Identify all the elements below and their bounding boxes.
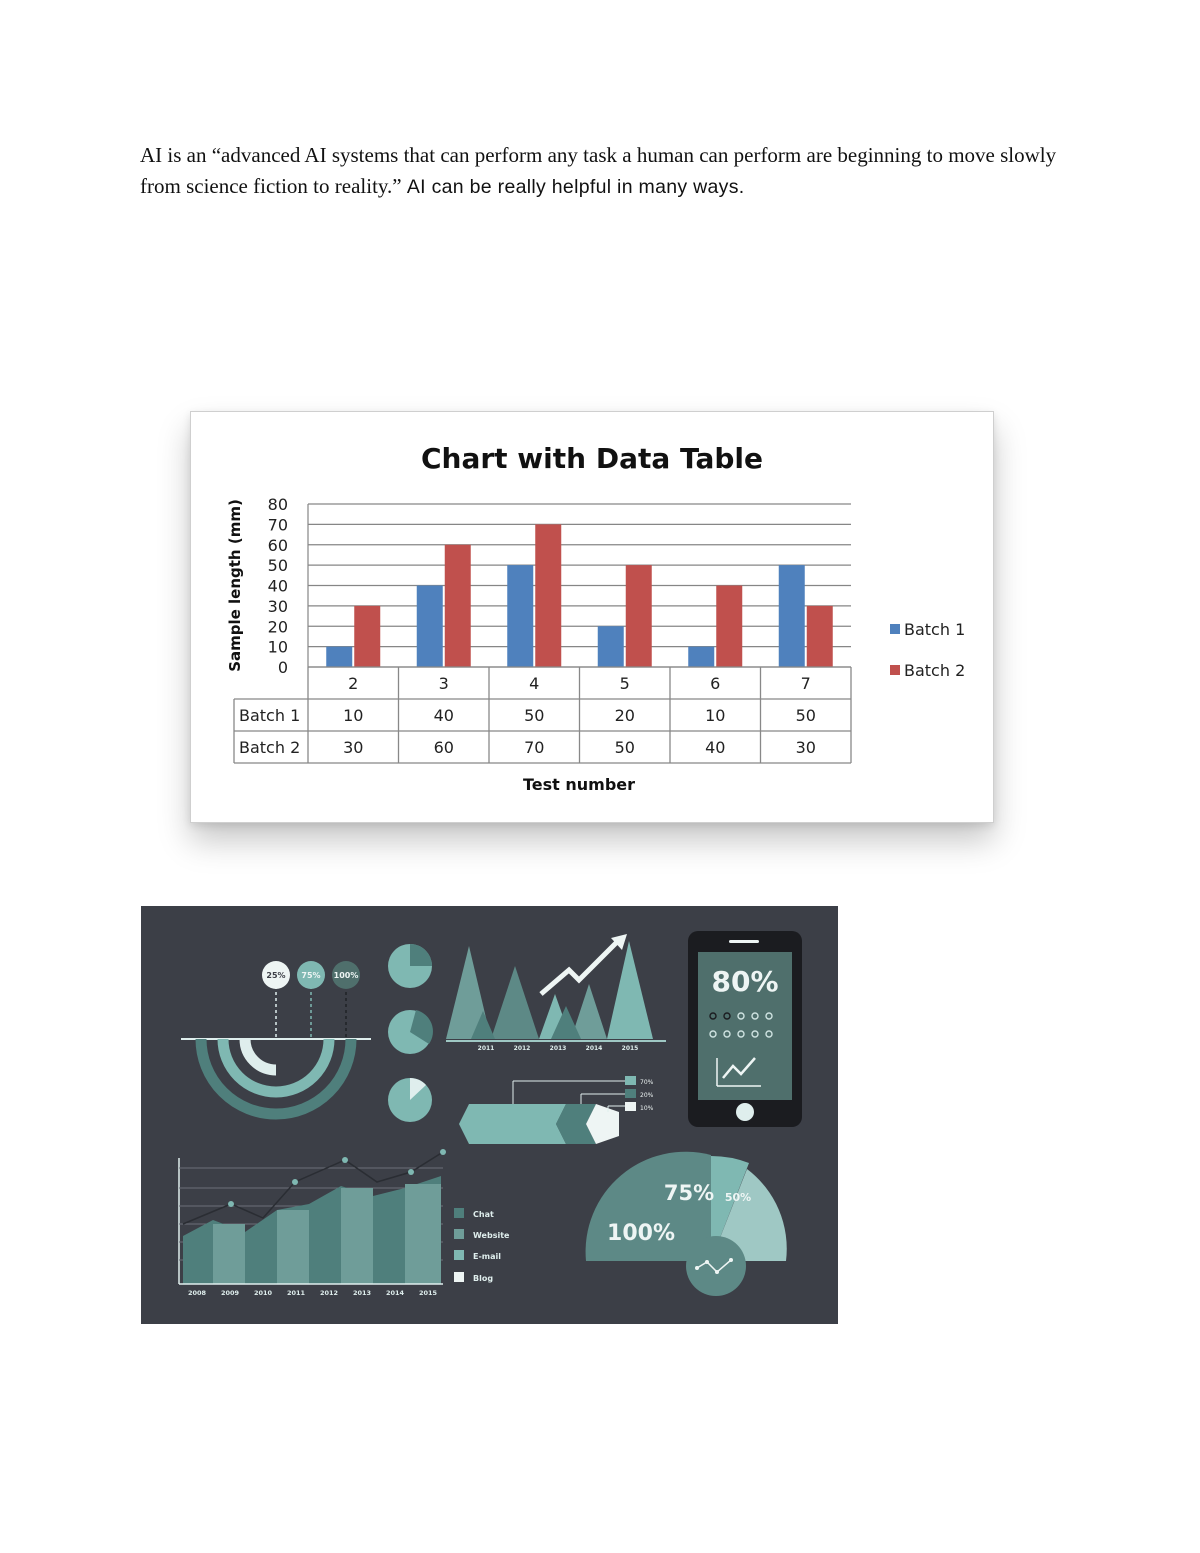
infographic-svg <box>141 906 838 1324</box>
x-axis-label: Test number <box>522 775 636 794</box>
radial-percent-graphic <box>586 1152 787 1296</box>
bar-batch-1-3 <box>417 586 443 668</box>
table-cell-1-5: 20 <box>614 706 635 725</box>
area-line-chart <box>179 1149 446 1284</box>
arc-label-50: 50% <box>724 1191 752 1204</box>
table-cell-2-3: 60 <box>433 738 454 757</box>
legend-label-2: Batch 2 <box>904 661 966 680</box>
bubble-label-100: 100% <box>333 971 359 980</box>
bar-batch-1-5 <box>598 626 624 667</box>
y-tick-70: 70 <box>267 515 288 535</box>
y-tick-0: 0 <box>277 658 288 677</box>
3d-bar-graphic <box>459 1076 654 1144</box>
chart-title: Chart with Data Table <box>420 442 764 475</box>
bar-chart-with-data-table <box>190 411 994 823</box>
table-cell-2-6: 40 <box>705 738 726 757</box>
y-tick-20: 20 <box>267 617 288 637</box>
x-tick-5: 5 <box>619 674 630 693</box>
arc-25 <box>245 1039 276 1070</box>
table-cell-1-6: 10 <box>705 706 726 725</box>
y-tick-60: 60 <box>267 535 288 555</box>
pie-icons <box>388 944 433 1122</box>
spike-year-2014: 2014 <box>585 1045 603 1052</box>
x-tick-3: 3 <box>438 674 449 693</box>
area-year-2015: 2015 <box>418 1289 438 1297</box>
bar-batch-2-2 <box>354 606 380 667</box>
table-cell-2-2: 30 <box>343 738 364 757</box>
intro-paragraph <box>140 140 1070 203</box>
y-tick-30: 30 <box>267 596 288 616</box>
bar-label-10: 10% <box>640 1105 654 1112</box>
spike-chart <box>446 934 666 1041</box>
area-year-2008: 2008 <box>187 1289 207 1297</box>
y-tick-40: 40 <box>267 576 288 596</box>
area-year-2010: 2010 <box>253 1289 273 1297</box>
infographic-dashboard-image <box>141 906 838 1324</box>
bar-batch-2-7 <box>807 606 833 667</box>
area-year-2012: 2012 <box>319 1289 339 1297</box>
bubble-label-75: 75% <box>301 971 321 980</box>
spike-year-2011: 2011 <box>477 1045 495 1052</box>
bar-batch-1-4 <box>507 565 533 667</box>
table-cell-2-4: 70 <box>524 738 545 757</box>
spike-year-2015: 2015 <box>621 1045 639 1052</box>
arc-label-100: 100% <box>607 1221 675 1246</box>
phone-icon <box>688 931 802 1127</box>
bubble-label-25: 25% <box>266 971 286 980</box>
area-year-2014: 2014 <box>385 1289 405 1297</box>
legend-swatch-1 <box>890 624 900 634</box>
bar-batch-1-7 <box>779 565 805 667</box>
table-cell-1-4: 50 <box>524 706 545 725</box>
bar-batch-1-2 <box>326 647 352 667</box>
bar-batch-2-4 <box>535 524 561 667</box>
bar-chart-svg <box>191 412 993 822</box>
y-tick-10: 10 <box>267 637 288 657</box>
x-tick-4: 4 <box>529 674 540 693</box>
bar-batch-1-6 <box>688 647 714 667</box>
area-year-2009: 2009 <box>220 1289 240 1297</box>
table-cell-1-3: 40 <box>433 706 454 725</box>
area-chart-years <box>188 1289 438 1297</box>
bar-batch-2-5 <box>626 565 652 667</box>
bar-batch-2-3 <box>445 545 471 667</box>
table-cell-1-7: 50 <box>795 706 816 725</box>
legend-chat: Chat <box>473 1210 494 1219</box>
y-axis-label: Sample length (mm) <box>226 499 244 672</box>
x-tick-7: 7 <box>800 674 811 693</box>
area-year-2013: 2013 <box>352 1289 372 1297</box>
legend-label-1: Batch 1 <box>904 620 966 639</box>
spike-year-2012: 2012 <box>513 1045 531 1052</box>
table-cell-2-7: 30 <box>795 738 816 757</box>
table-cell-2-5: 50 <box>614 738 635 757</box>
bar-label-70: 70% <box>640 1079 654 1086</box>
intro-text-quote: AI is an “advanced AI systems that can perform any task a human can perform are beginning to move slowly from science fiction to reality.” <box>140 143 1057 198</box>
legend-swatch-2 <box>890 665 900 675</box>
legend-email: E-mail <box>473 1252 502 1261</box>
table-row-label-1: Batch 1 <box>239 706 301 725</box>
x-tick-6: 6 <box>710 674 721 693</box>
spike-year-2013: 2013 <box>549 1045 567 1052</box>
bar-label-20: 20% <box>640 1092 654 1099</box>
arc-label-75: 75% <box>663 1181 715 1205</box>
spike-chart-years <box>478 1045 639 1052</box>
infographic-legend <box>454 1208 510 1283</box>
legend-blog: Blog <box>473 1274 494 1283</box>
x-tick-2: 2 <box>348 674 359 693</box>
y-tick-50: 50 <box>267 556 288 576</box>
y-tick-80: 80 <box>267 495 288 514</box>
table-row-label-2: Batch 2 <box>239 738 301 757</box>
area-year-2011: 2011 <box>286 1289 306 1297</box>
legend-website: Website <box>473 1231 510 1240</box>
table-cell-1-2: 10 <box>343 706 364 725</box>
bar-batch-2-6 <box>716 586 742 668</box>
phone-percent: 80% <box>711 965 779 998</box>
intro-text-helpful: AI can be really helpful in many ways. <box>406 176 745 198</box>
